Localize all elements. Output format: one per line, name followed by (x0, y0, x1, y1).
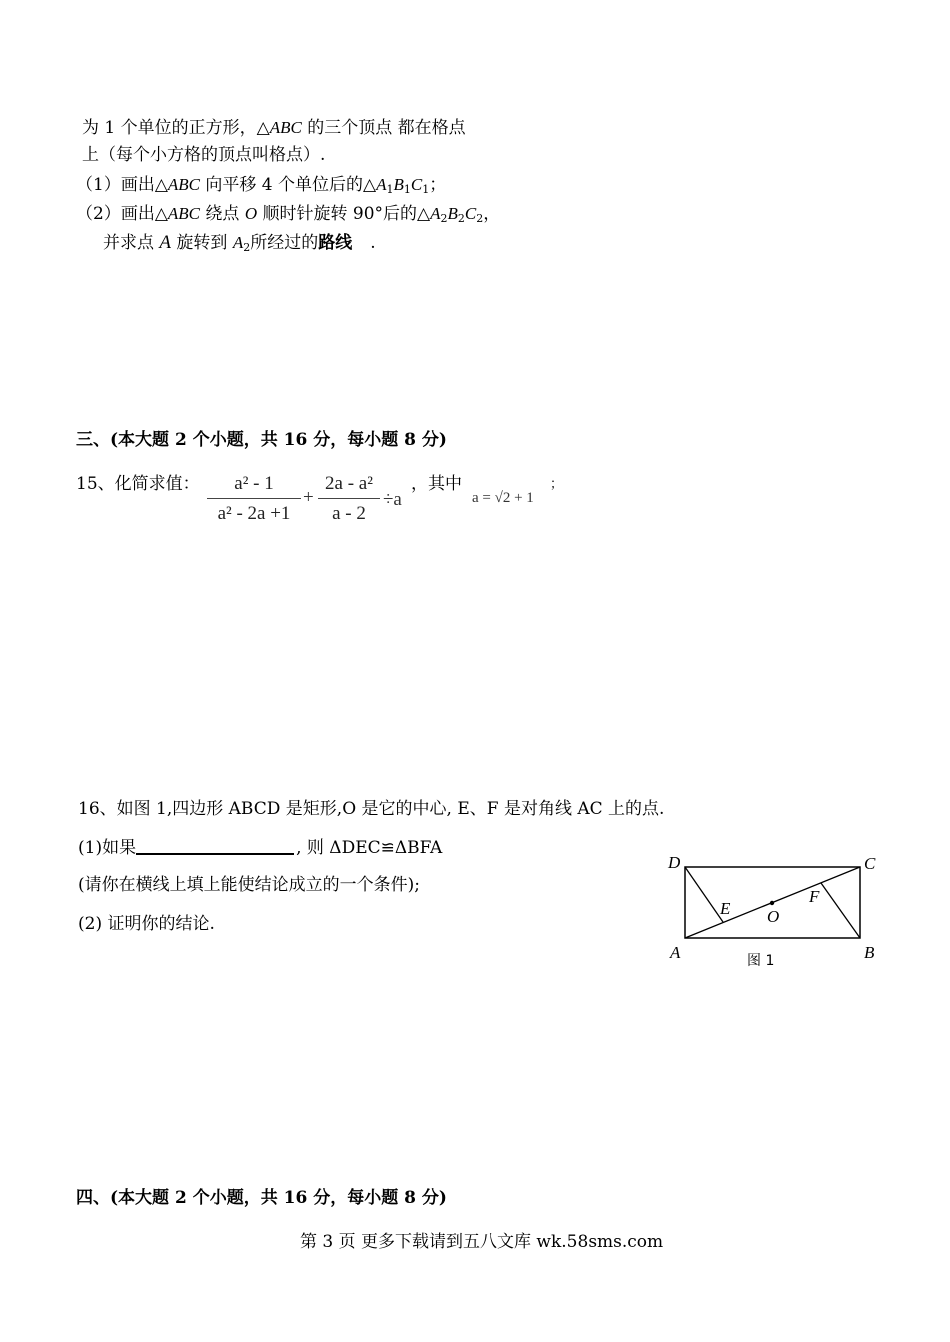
plus-sign: + (303, 487, 314, 508)
subscript: 1 (403, 183, 411, 196)
subscript: 1 (422, 183, 430, 196)
p14-line1 (82, 119, 466, 137)
subscript: 2 (440, 212, 448, 225)
center-dot (770, 901, 774, 905)
label-b: B (864, 943, 875, 962)
fraction-2-denominator: a - 2 (332, 503, 366, 524)
subscript: 2 (457, 212, 465, 225)
vertex-b: B (393, 175, 404, 194)
p14-line5-e: . (370, 233, 376, 253)
p14-item2-prefix: （2）画出△ (76, 204, 168, 224)
point-o: O (244, 204, 258, 223)
p15-end: ； (550, 477, 564, 492)
subscript: 2 (476, 212, 484, 225)
figure-caption: 图 1 (747, 953, 775, 969)
p15-condition: a = √2 + 1 (472, 490, 534, 506)
triangle-abc: ABC (167, 175, 200, 194)
p14-item1-prefix: （1）画出△ (76, 175, 168, 195)
p16-line3: (请你在横线上填上能使结论成立的一个条件); (78, 875, 420, 895)
divide-a: ÷a (383, 489, 402, 510)
p16-line1: 16、如图 1,四边形 ABCD 是矩形,O 是它的中心, E、F 是对角线 AC 上的点. (78, 799, 665, 819)
section-3-heading: 三、(本大题 2 个小题，共 16 分，每小题 8 分) (76, 430, 447, 450)
fraction-1-denominator: a² - 2a +1 (217, 503, 291, 524)
subscript: 1 (386, 183, 394, 196)
label-o: O (767, 907, 780, 926)
vertex-c: C (410, 175, 423, 194)
p16-line4: (2) 证明你的结论. (78, 914, 215, 934)
p14-line5-d: 路线 (318, 233, 353, 253)
label-d: D (668, 853, 681, 872)
label-c: C (864, 854, 876, 873)
fraction-2-bar (318, 498, 380, 499)
triangle-abc: ABC (167, 204, 200, 223)
section-4-heading: 四、(本大题 2 个小题，共 16 分，每小题 8 分) (76, 1188, 447, 1208)
page-footer: 第 3 页 更多下载请到五八文库 wk.58sms.com (300, 1232, 664, 1252)
p14-line2: 上（每个小方格的顶点叫格点）. (82, 145, 326, 165)
p14-item2-mid1: 绕点 (200, 204, 245, 224)
p15-label: 15、化简求值： (76, 474, 200, 494)
fraction-1-numerator: a² - 1 (234, 473, 274, 494)
p16-line2-b: , 则 ΔDEC≌ΔBFA (296, 838, 443, 858)
p14-item1-end: ； (429, 175, 447, 195)
p14-line5-b: 旋转到 (171, 233, 233, 253)
subscript: 2 (243, 241, 251, 254)
segment-de (685, 867, 723, 922)
p14-item2 (76, 205, 500, 224)
answer-blank[interactable] (136, 839, 294, 855)
p14-item2-mid2: 顺时针旋转 90°后的△ (257, 204, 431, 224)
p14-line5 (103, 233, 376, 253)
p15-where: ，其中 (411, 474, 462, 494)
triangle-abc: ABC (269, 118, 302, 137)
label-f: F (809, 887, 820, 906)
vertex-b: B (447, 204, 458, 223)
label-e: E (720, 899, 731, 918)
fraction-1 (207, 474, 301, 523)
p14-line5-a: 并求点 (103, 233, 160, 253)
p14-line1-a: 为 1 个单位的正方形，△ (82, 118, 270, 138)
p14-item1 (76, 176, 446, 195)
p14-item1-mid: 向平移 4 个单位后的△ (200, 175, 377, 195)
fraction-1-bar (207, 498, 301, 499)
vertex-a: A (232, 233, 244, 252)
vertex-c: C (464, 204, 477, 223)
vertex-a: A (430, 204, 441, 223)
p14-line1-b: 的三个顶点 都在格点 (301, 118, 466, 138)
segment-bf (821, 883, 860, 938)
fraction-2 (318, 474, 380, 523)
p14-item2-end: ， (483, 204, 501, 224)
p14-line5-c: 所经过的 (250, 233, 319, 253)
fraction-2-numerator: 2a - a² (325, 473, 373, 494)
point-a: A (159, 232, 172, 253)
vertex-a: A (376, 175, 387, 194)
p16-line2 (78, 839, 442, 857)
p16-line2-a: (1)如果 (78, 838, 137, 858)
label-a: A (670, 943, 681, 962)
figure-1 (660, 850, 900, 980)
